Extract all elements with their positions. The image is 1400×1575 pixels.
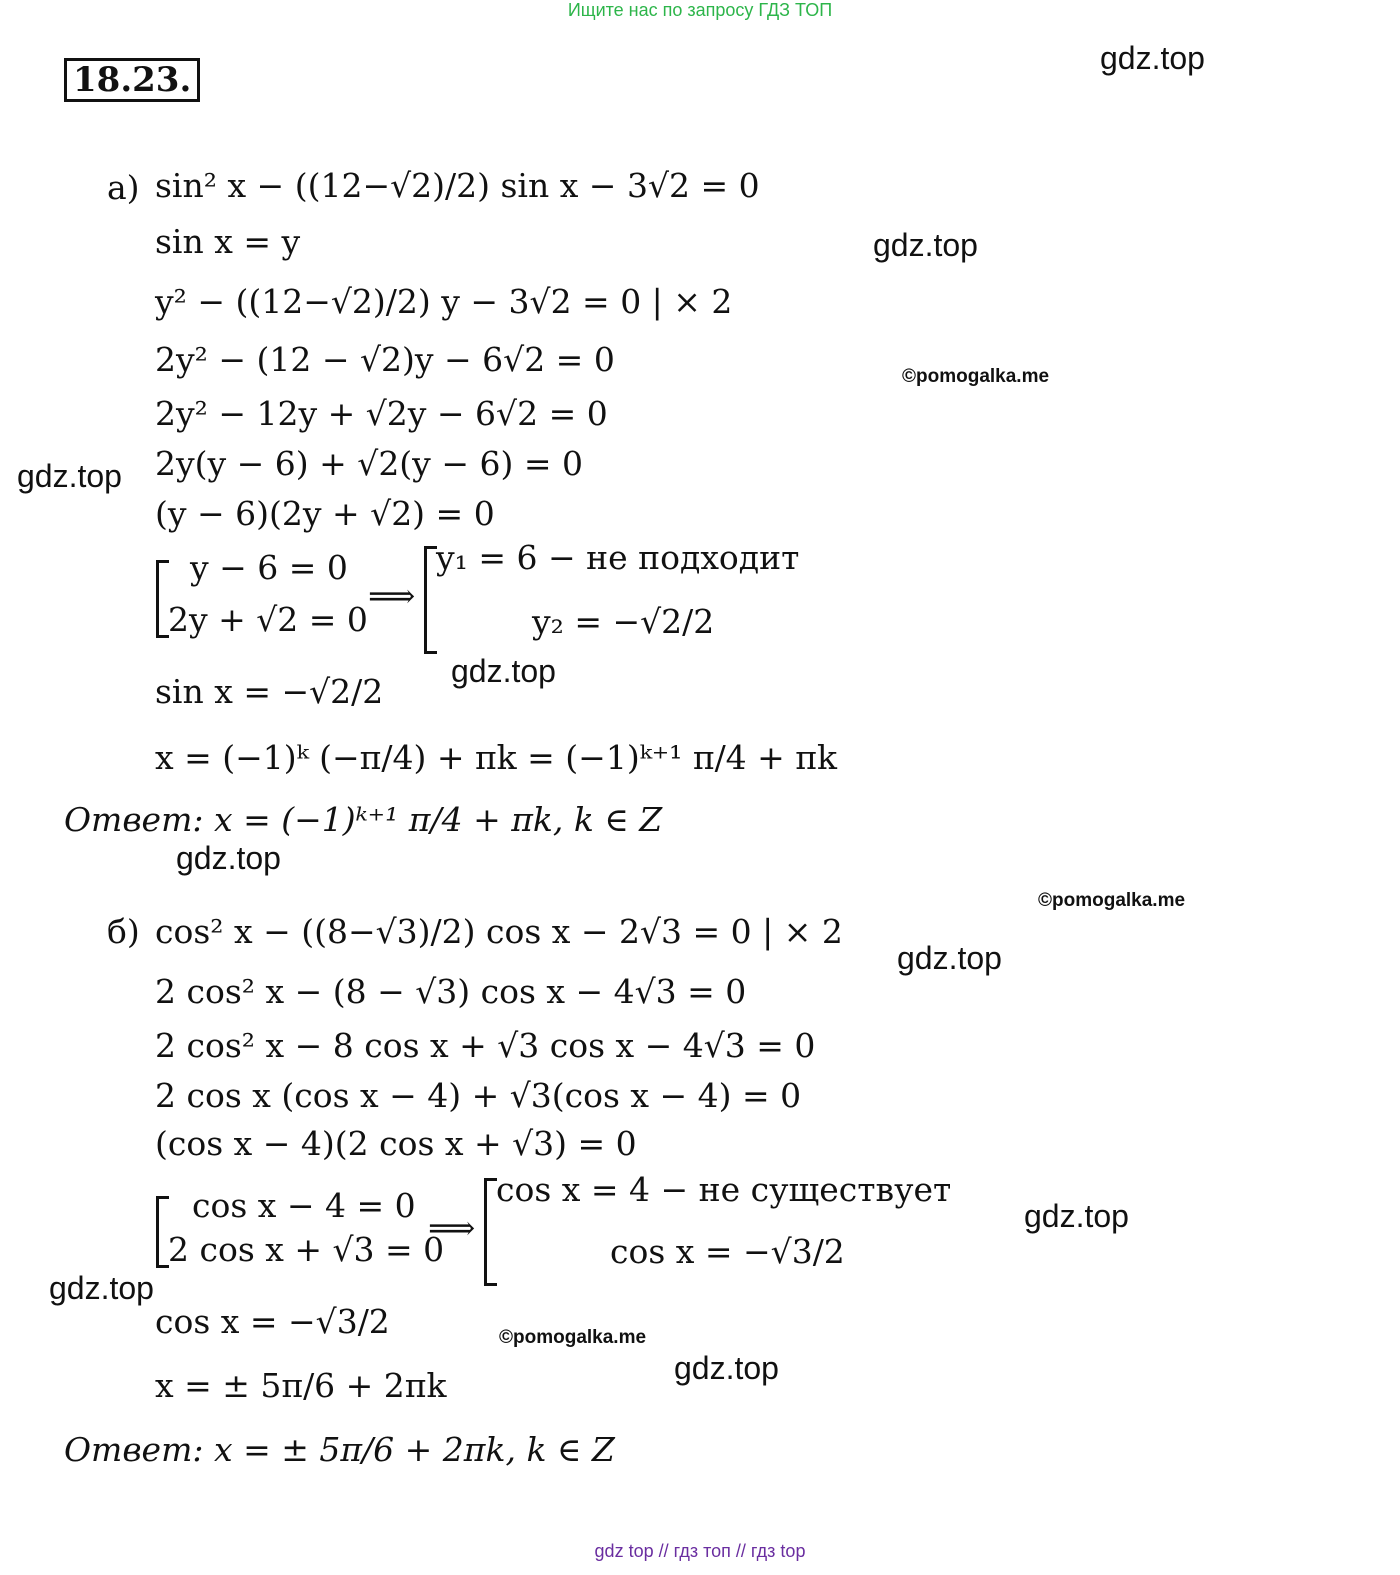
problem-number: 18.23.	[64, 58, 200, 102]
equation-line: x = (−1)ᵏ (−π/4) + πk = (−1)ᵏ⁺¹ π/4 + πk	[155, 738, 837, 777]
equation-line: sin x = −√2/2	[155, 672, 384, 711]
equation-line: 2 cos² x − 8 cos x + √3 cos x − 4√3 = 0	[155, 1026, 816, 1065]
equation-line: 2 cos x (cos x − 4) + √3(cos x − 4) = 0	[155, 1076, 802, 1115]
system-right-line: y₂ = −√2/2	[532, 602, 715, 641]
watermark-gdz: gdz.top	[1100, 40, 1205, 76]
watermark-gdz: gdz.top	[674, 1350, 779, 1386]
answer-line: Ответ: x = (−1)ᵏ⁺¹ π/4 + πk, k ∈ Z	[64, 800, 663, 839]
part-b-label: б)	[107, 912, 140, 951]
equation-line: (cos x − 4)(2 cos x + √3) = 0	[155, 1124, 637, 1163]
equation-line: 2y² − 12y + √2y − 6√2 = 0	[155, 394, 608, 433]
system-left-line: 2y + √2 = 0	[168, 600, 368, 639]
watermark-gdz: gdz.top	[451, 653, 556, 689]
watermark-gdz: gdz.top	[1024, 1198, 1129, 1234]
system-right-line: cos x = −√3/2	[610, 1232, 845, 1271]
equation-line: x = ± 5π/6 + 2πk	[155, 1366, 447, 1405]
watermark-copyright: ©pomogalka.me	[499, 1327, 647, 1348]
equation-line: (y − 6)(2y + √2) = 0	[155, 494, 495, 533]
implies-arrow: ⟹	[368, 576, 416, 615]
top-banner: Ищите нас по запросу ГДЗ ТОП	[567, 0, 833, 20]
system-right-line: y₁ = 6 − не подходит	[436, 538, 800, 577]
equation-line: sin x = y	[155, 222, 301, 261]
equation-line: y² − ((12−√2)/2) y − 3√2 = 0 | × 2	[155, 282, 733, 321]
answer-line: Ответ: x = ± 5π/6 + 2πk, k ∈ Z	[64, 1430, 615, 1469]
watermark-gdz: gdz.top	[873, 227, 978, 263]
equation-line: sin² x − ((12−√2)/2) sin x − 3√2 = 0	[155, 166, 760, 205]
watermark-gdz: gdz.top	[897, 940, 1002, 976]
equation-line: cos² x − ((8−√3)/2) cos x − 2√3 = 0 | × 2	[155, 912, 843, 951]
equation-line: 2y² − (12 − √2)y − 6√2 = 0	[155, 340, 615, 379]
system-right-line: cos x = 4 − не существует	[496, 1170, 952, 1209]
part-a-label: а)	[107, 168, 140, 207]
watermark-copyright: ©pomogalka.me	[1038, 890, 1186, 911]
system-left-line: y − 6 = 0	[190, 548, 348, 587]
system-left-line: cos x − 4 = 0	[192, 1186, 416, 1225]
watermark-copyright: ©pomogalka.me	[902, 366, 1050, 387]
watermark-gdz: gdz.top	[49, 1270, 154, 1306]
system-left-line: 2 cos x + √3 = 0	[168, 1230, 445, 1269]
footer-links: gdz top // гдз топ // гдз top	[594, 1541, 806, 1561]
watermark-gdz: gdz.top	[17, 458, 122, 494]
equation-line: cos x = −√3/2	[155, 1302, 390, 1341]
equation-line: 2y(y − 6) + √2(y − 6) = 0	[155, 444, 583, 483]
watermark-gdz: gdz.top	[176, 840, 281, 876]
equation-line: 2 cos² x − (8 − √3) cos x − 4√3 = 0	[155, 972, 747, 1011]
implies-arrow: ⟹	[428, 1208, 476, 1247]
